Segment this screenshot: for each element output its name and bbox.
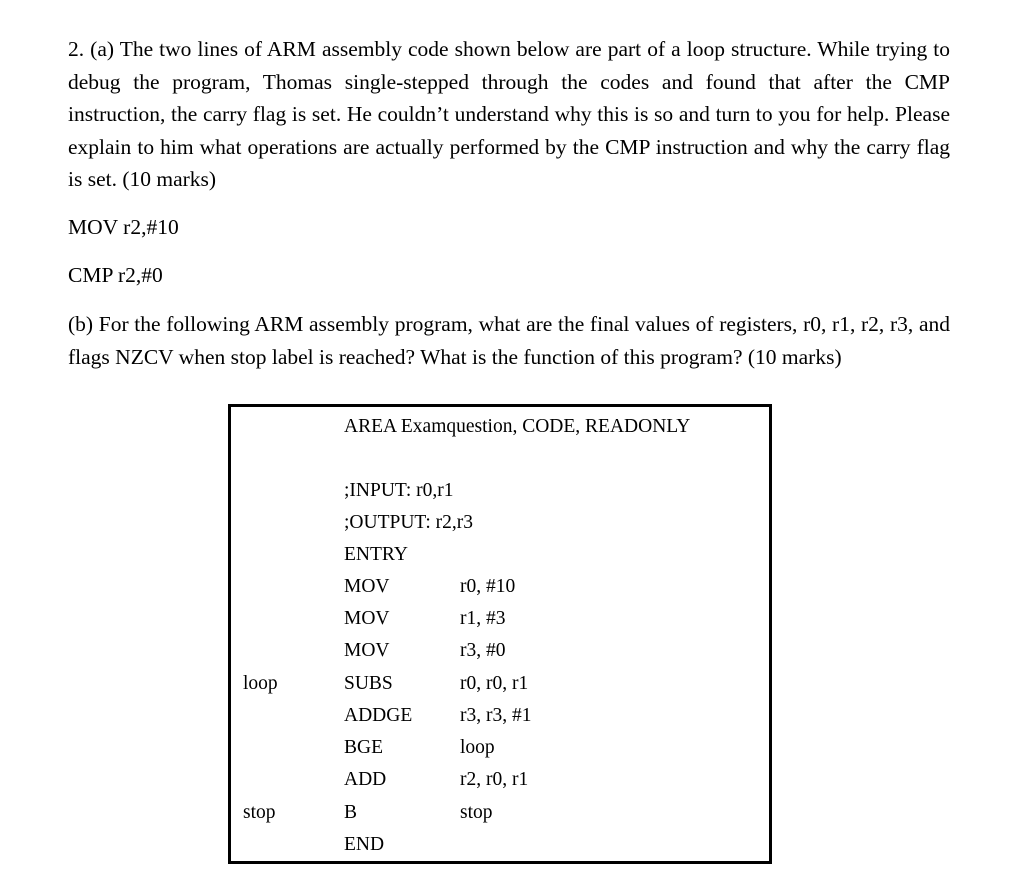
comment-input: ;INPUT: r0,r1 [344, 480, 454, 501]
entry-directive: ENTRY [344, 544, 408, 565]
question-2a-text: 2. (a) The two lines of ARM assembly code shown below are part of a loop structure. While trying to debug the program, Thomas single-stepped through the codes and found that after the CMP instruction, the carry flag is set. He couldn’t understand why this is so and turn to you for help. Please explain to him what operations are actually performed by the CMP instruction and why the carry flag is set. (10 marks) [68, 37, 950, 191]
comment-output: ;OUTPUT: r2,r3 [344, 512, 474, 533]
instr-args: r3, r3, #1 [460, 705, 532, 726]
label-loop: loop [243, 673, 278, 694]
instr-args: r0, r0, r1 [460, 673, 529, 694]
question-2b-text: (b) For the following ARM assembly program, what are the final values of registers, r0, r1, r2, r3, and flags NZCV when stop label is reached? What is the function of this program? (10 marks) [68, 312, 950, 369]
instr-op: MOV [344, 640, 390, 661]
instr-args: r0, #10 [460, 576, 516, 597]
instr-op: MOV [344, 576, 390, 597]
end-directive: END [344, 834, 385, 855]
instr-op: BGE [344, 737, 383, 758]
instr-op: MOV [344, 608, 390, 629]
instr-args: loop [460, 737, 495, 758]
instr-op: ADD [344, 769, 387, 790]
instr-args: r3, #0 [460, 640, 506, 661]
program-listing-box [228, 404, 772, 864]
instr-args: r2, r0, r1 [460, 769, 529, 790]
instr-op: B [344, 802, 358, 823]
instr-op: SUBS [344, 673, 393, 694]
label-stop: stop [243, 802, 276, 823]
instr-args: stop [460, 802, 493, 823]
instr-op: ADDGE [344, 705, 413, 726]
instr-args: r1, #3 [460, 608, 506, 629]
code-line-mov: MOV r2,#10 [68, 215, 179, 239]
program-header: AREA Examquestion, CODE, READONLY [344, 416, 691, 437]
code-line-cmp: CMP r2,#0 [68, 263, 163, 287]
